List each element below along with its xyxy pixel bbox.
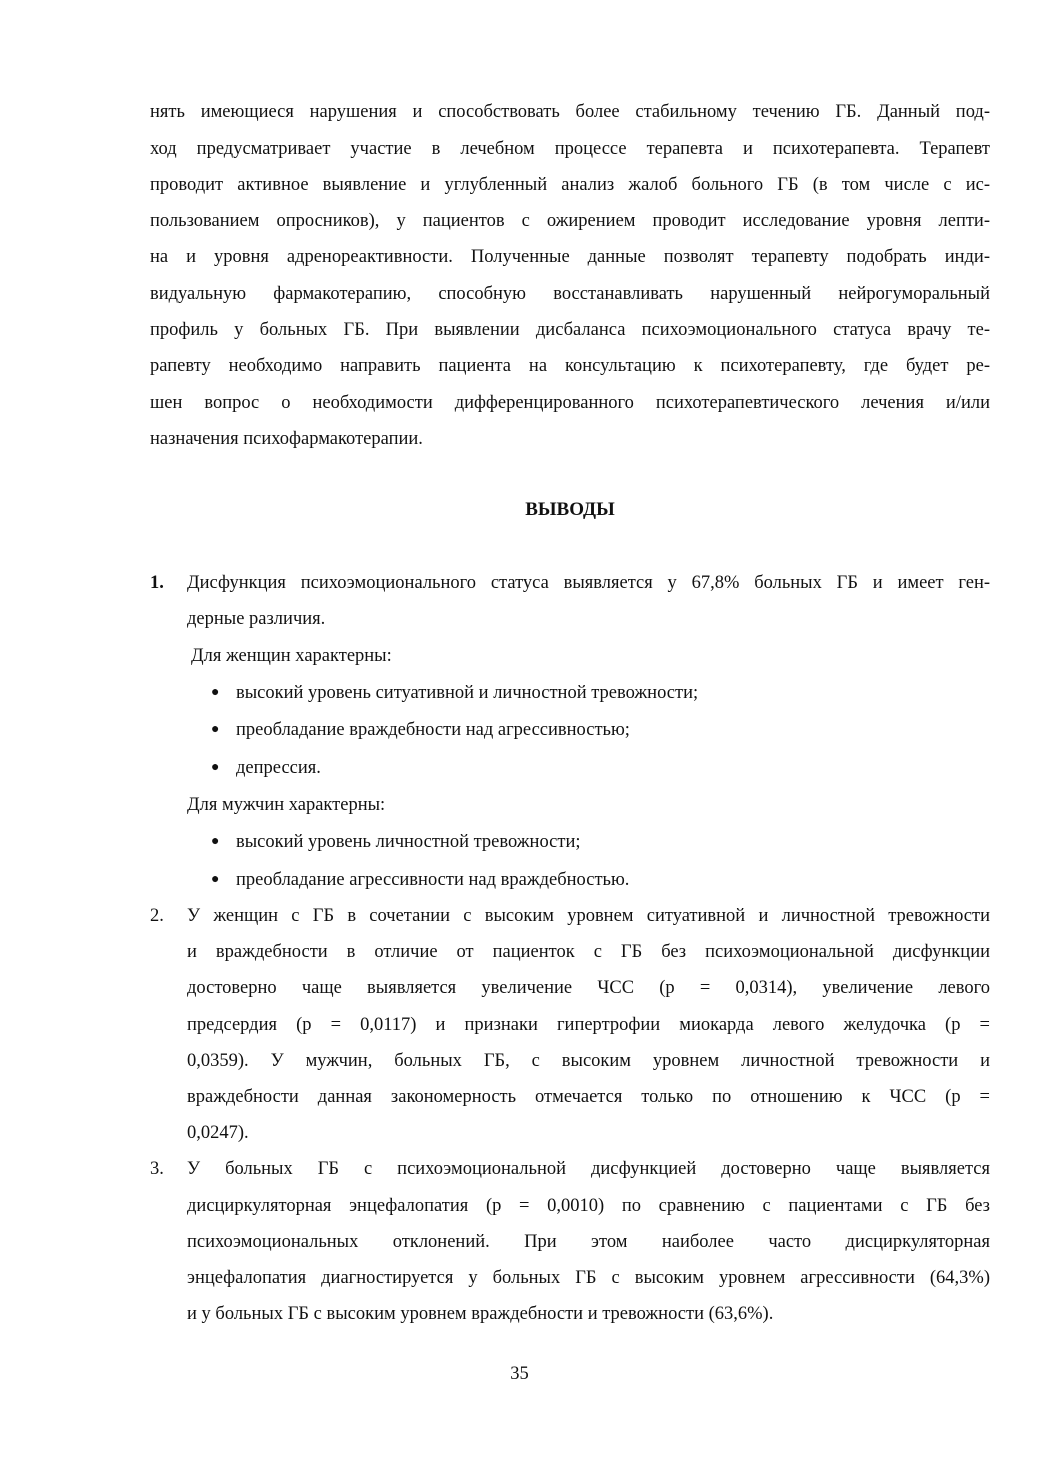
item-number: 2. [150,906,164,926]
item-line: и у больных ГБ с высоким уровнем враждебности и тревожности (63,6%). [187,1304,774,1324]
intro-line: назначения психофармакотерапии. [150,429,423,449]
men-label: Для мужчин характерны: [187,795,386,815]
item-line: враждебности данная закономерность отмечается только по отношению к ЧСС (р = [187,1087,990,1107]
intro-line: нять имеющиеся нарушения и способствовать более стабильному течению ГБ. Данный под- [150,102,990,122]
intro-line: на и уровня адренореактивности. Полученные данные позволят терапевту подобрать инди- [150,247,990,267]
bullet-item: высокий уровень личностной тревожности; [236,832,581,852]
bullet-icon: ● [211,872,220,887]
item-line: дисциркуляторная энцефалопатия (р = 0,0010) по сравнению с пациентами с ГБ без [187,1196,990,1216]
intro-line: рапевту необходимо направить пациента на консультацию к психотерапевту, где будет ре- [150,356,990,376]
item-line: предсердия (р = 0,0117) и признаки гипертрофии миокарда левого желудочка (р = [187,1015,990,1035]
bullet-icon: ● [211,685,220,700]
women-label: Для женщин характерны: [191,646,392,666]
intro-line: пользованием опросников), у пациентов с ожирением проводит исследование уровня лепти- [150,211,990,231]
bullet-item: депрессия. [236,758,321,778]
item-line: и враждебности в отличие от пациенток с ГБ без психоэмоциональной дисфункции [187,942,990,962]
item-line: психоэмоциональных отклонений. При этом наиболее часто дисциркуляторная [187,1232,990,1252]
item-number: 3. [150,1159,164,1179]
item-line: дерные различия. [187,609,326,629]
item-line: У больных ГБ с психоэмоциональной дисфункцией достоверно чаще выявляется [187,1159,990,1179]
section-heading: ВЫВОДЫ [525,499,615,520]
intro-line: шен вопрос о необходимости дифференцированного психотерапевтического лечения и/или [150,393,990,413]
bullet-icon: ● [211,760,220,775]
item-line: 0,0247). [187,1123,249,1143]
item-line: достоверно чаще выявляется увеличение ЧСС (р = 0,0314), увеличение левого [187,978,990,998]
bullet-icon: ● [211,722,220,737]
intro-line: ход предусматривает участие в лечебном процессе терапевта и психотерапевта. Терапевт [150,139,990,159]
item-line: 0,0359). У мужчин, больных ГБ, с высоким уровнем личностной тревожности и [187,1051,990,1071]
intro-line: профиль у больных ГБ. При выявлении дисбаланса психоэмоционального статуса врачу те- [150,320,990,340]
bullet-item: преобладание агрессивности над враждебностью. [236,870,630,890]
bullet-item: преобладание враждебности над агрессивностью; [236,720,630,740]
intro-line: проводит активное выявление и углубленный анализ жалоб больного ГБ (в том числе с ис- [150,175,990,195]
page-number: 35 [510,1364,529,1384]
intro-line: видуальную фармакотерапию, способную восстанавливать нарушенный нейрогуморальный [150,284,990,304]
item-number: 1. [150,573,164,593]
item-line: Дисфункция психоэмоционального статуса выявляется у 67,8% больных ГБ и имеет ген- [187,573,990,593]
bullet-icon: ● [211,834,220,849]
item-line: У женщин с ГБ в сочетании с высоким уровнем ситуативной и личностной тревожности [187,906,990,926]
item-line: энцефалопатия диагностируется у больных ГБ с высоким уровнем агрессивности (64,3%) [187,1268,990,1288]
bullet-item: высокий уровень ситуативной и личностной тревожности; [236,683,699,703]
